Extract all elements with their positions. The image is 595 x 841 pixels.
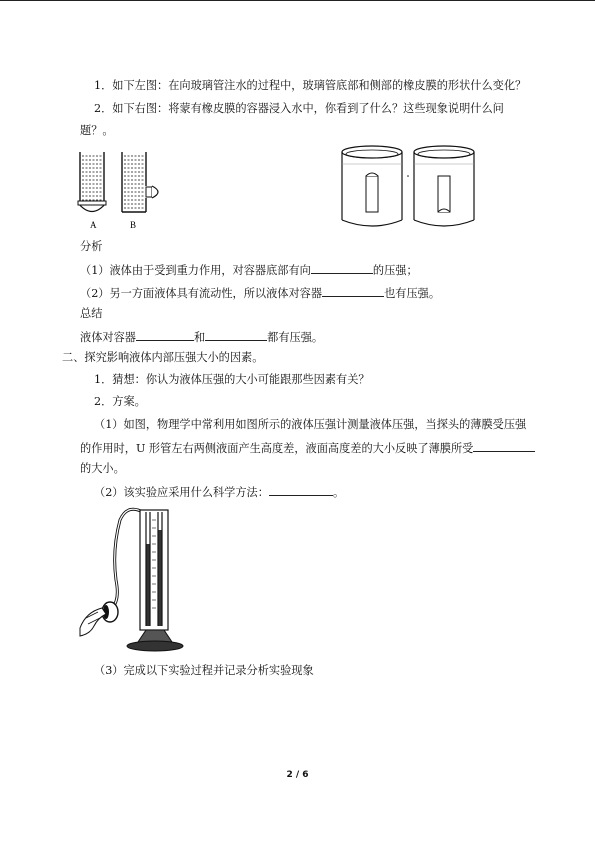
summary-text-mid: 和 xyxy=(193,331,206,344)
summary-text xyxy=(80,329,323,345)
analysis-point-2 xyxy=(80,285,440,301)
question-1: 1．如下左图：在向玻璃管注水的过程中，玻璃管底部和侧部的橡皮膜的形状什么变化？ xyxy=(94,79,527,92)
fill-blank[interactable] xyxy=(311,262,373,274)
section-2-para-2-text: （2）该实验应采用什么科学方法： xyxy=(94,486,269,499)
tube-a xyxy=(78,152,106,212)
beaker-right xyxy=(414,146,474,226)
fill-blank[interactable] xyxy=(322,285,384,297)
analysis-point-1-suffix: 的压强； xyxy=(372,264,418,277)
section-2-para-1-line3: 的大小。 xyxy=(80,462,125,475)
tube-b-label: B xyxy=(130,220,137,230)
fill-blank[interactable] xyxy=(136,329,194,341)
question-2-line2: 题？。 xyxy=(80,124,114,137)
beakers-figure xyxy=(336,142,480,230)
analysis-point-1-text: （1）液体由于受到重力作用，对容器底部有向 xyxy=(80,264,311,277)
section-2-title: 二、探究影响液体内部压强大小的因素。 xyxy=(62,351,264,364)
summary-text-start: 液体对容器 xyxy=(80,331,136,344)
fill-blank[interactable] xyxy=(269,484,333,496)
section-2-step-2: 2．方案。 xyxy=(94,395,146,408)
fill-blank[interactable] xyxy=(205,329,267,341)
section-2-para-3: （3）完成以下实验过程并记录分析实验现象 xyxy=(94,664,314,677)
section-2-para-1-line2-text: 的作用时，U 形管左右两侧液面产生高度差，液面高度差的大小反映了薄膜所受 xyxy=(80,442,474,455)
u-tube-manometer-figure xyxy=(76,500,186,655)
summary-text-end: 都有压强。 xyxy=(267,331,324,344)
question-2-line1: 2．如下右图：将蒙有橡皮膜的容器浸入水中，你看到了什么？这些现象说明什么问 xyxy=(94,102,504,115)
analysis-point-2-suffix: 也有压强。 xyxy=(384,287,441,300)
analysis-point-1 xyxy=(80,262,418,278)
section-2-para-1-line2 xyxy=(80,440,535,456)
section-2-step-1: 1．猜想：你认为液体压强的大小可能跟那些因素有关？ xyxy=(94,373,370,386)
tube-a-label: A xyxy=(90,220,97,230)
glass-tubes-figure xyxy=(72,148,167,234)
summary-heading: 总结 xyxy=(80,307,103,320)
analysis-heading: 分析 xyxy=(80,240,103,253)
section-2-para-2 xyxy=(94,484,344,500)
fill-blank[interactable] xyxy=(473,440,535,452)
page-top-rule xyxy=(0,0,595,1)
section-2-para-1-line1: （1）如图，物理学中常利用如图所示的液体压强计测量液体压强，当探头的薄膜受压强 xyxy=(94,418,527,431)
section-2-para-2-suffix: 。 xyxy=(332,486,345,499)
analysis-point-2-text: （2）另一方面液体具有流动性，所以液体对容器 xyxy=(80,287,323,300)
tube-b xyxy=(122,152,158,212)
beaker-left xyxy=(342,146,402,226)
page-number: 2 / 6 xyxy=(286,770,309,780)
